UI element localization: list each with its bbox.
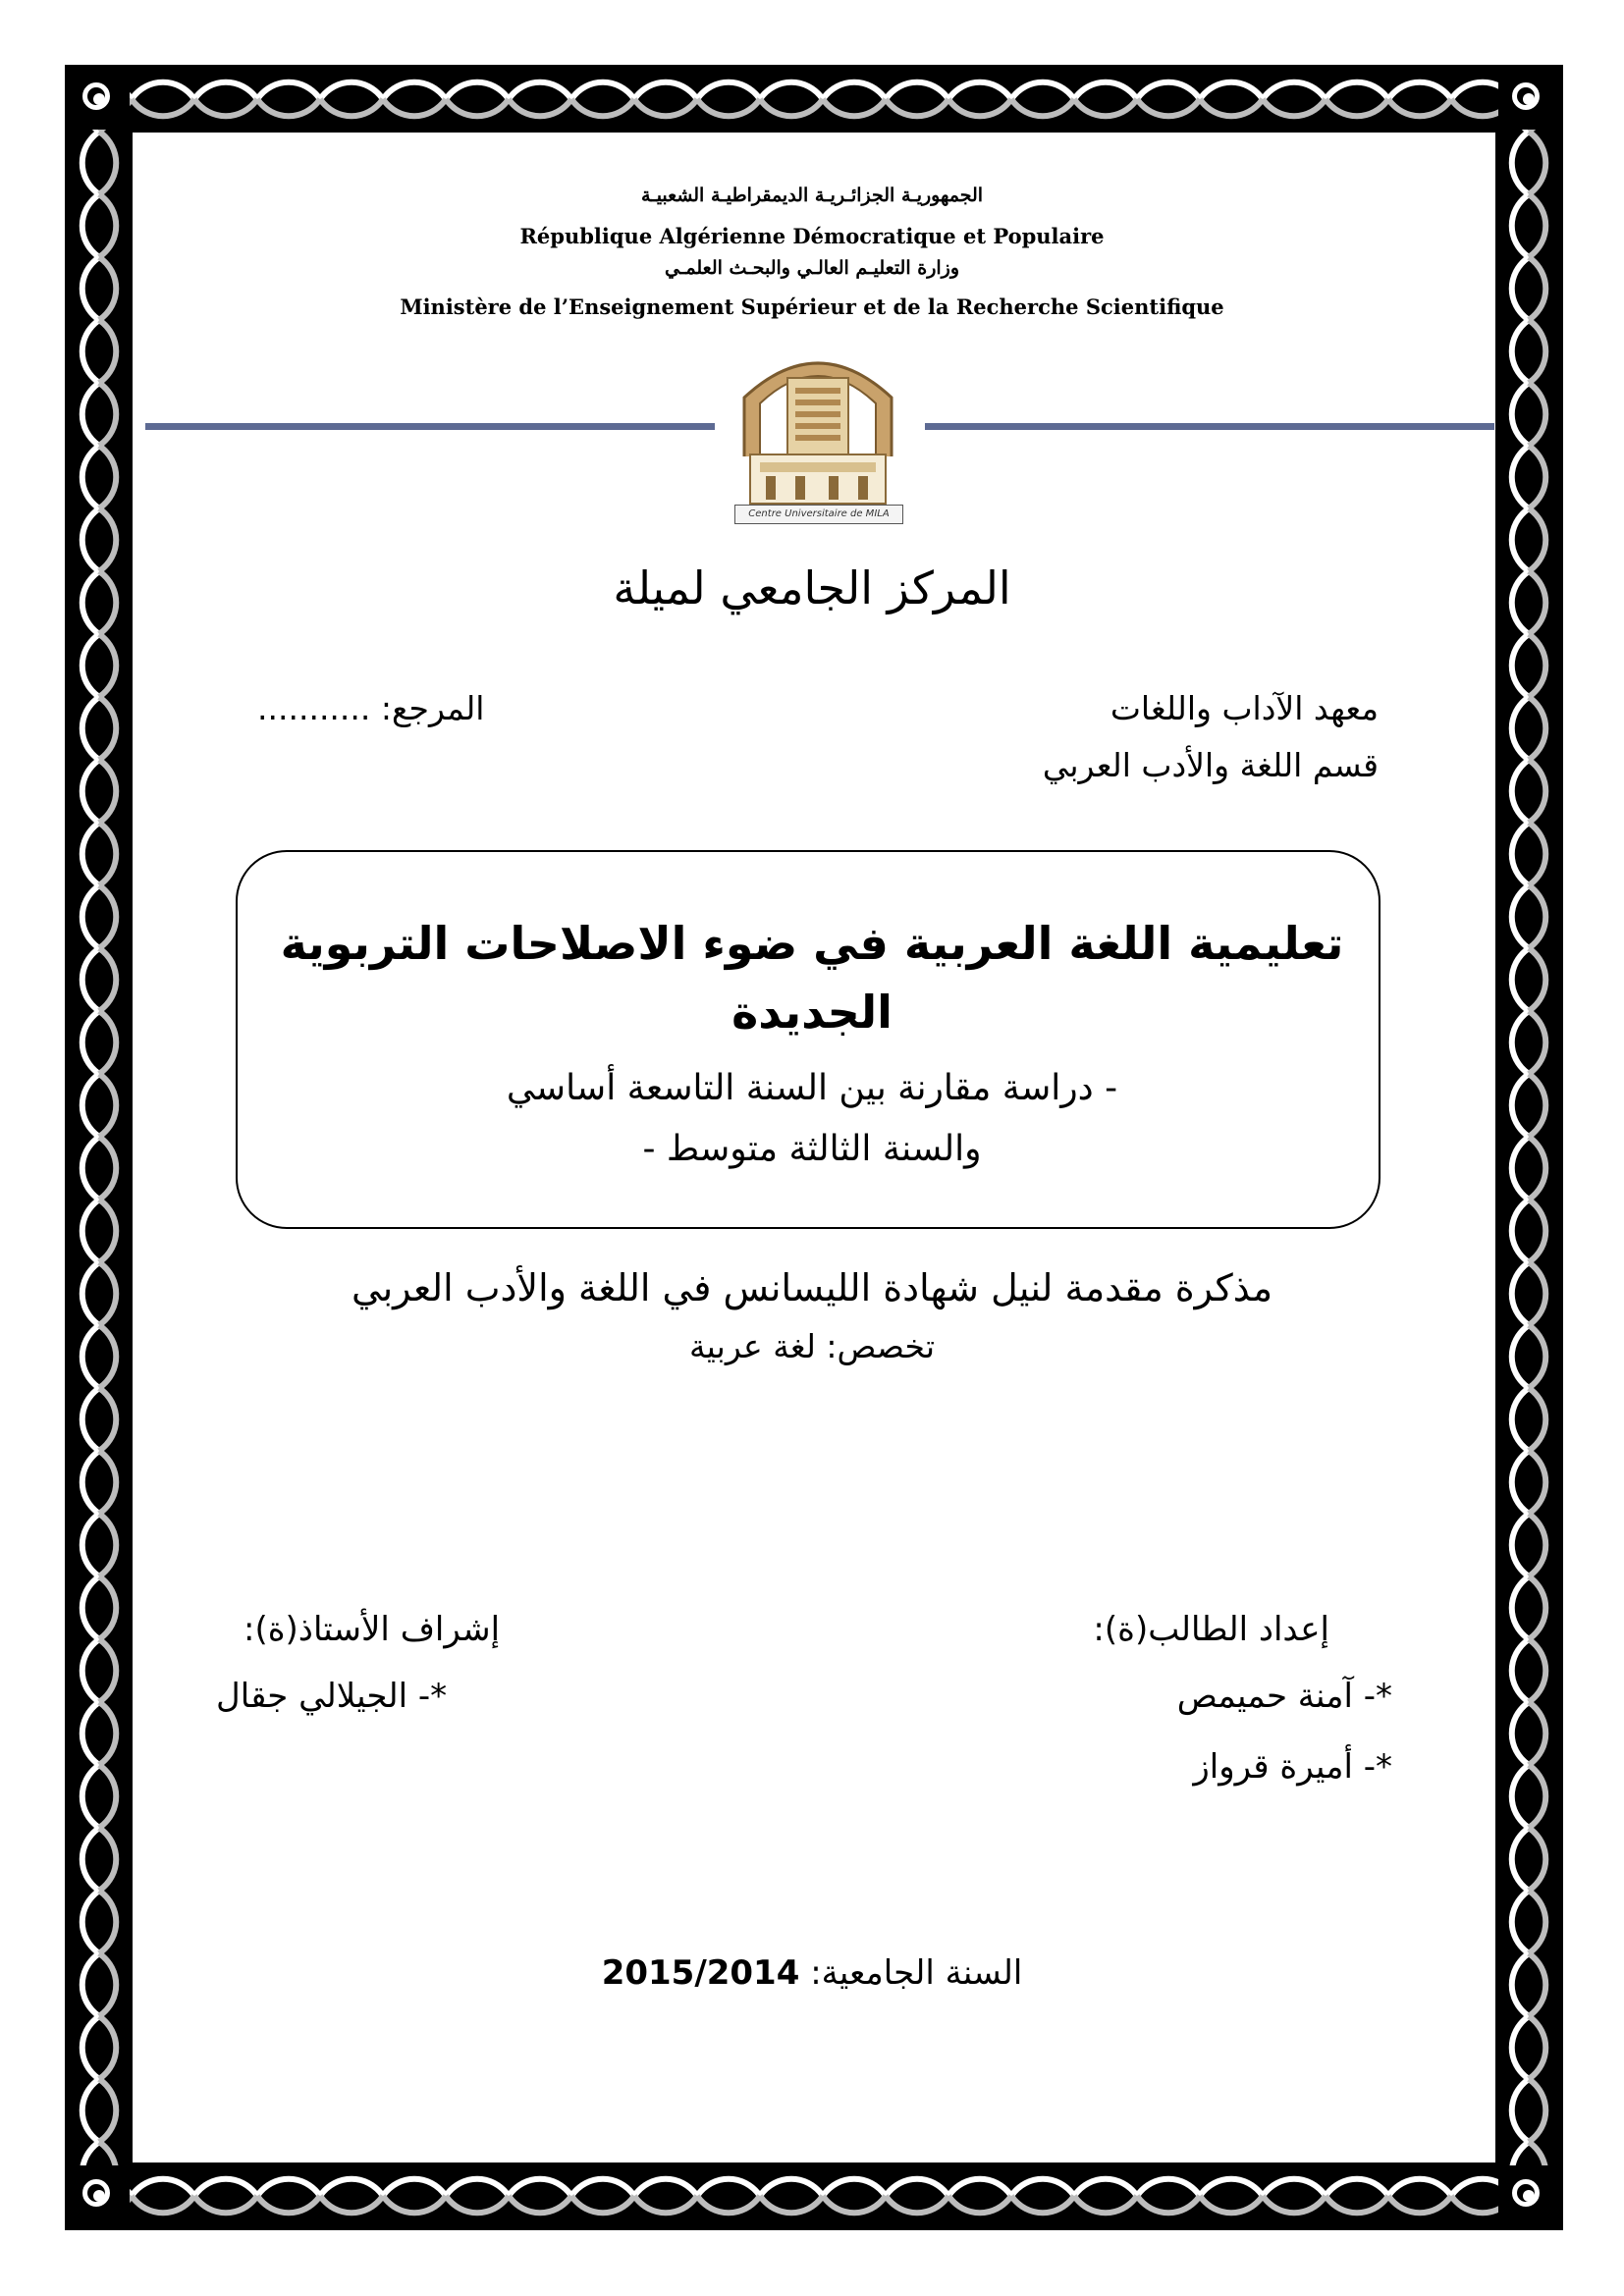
- braid-pattern-bottom: [69, 2165, 1559, 2226]
- reference-field: المرجع: ...........: [257, 689, 485, 727]
- students-label: إعداد الطالب(ة):: [1093, 1610, 1329, 1649]
- academic-year-value: 2015/2014: [601, 1953, 800, 1993]
- student-name: *- أميرة قرواز: [1193, 1747, 1392, 1787]
- university-logo: [727, 339, 909, 525]
- supervisor-name: *- الجيلالي جقال: [216, 1677, 448, 1716]
- department-name: قسم اللغة والأدب العربي: [1042, 746, 1379, 784]
- frame-band-top: [69, 69, 1559, 130]
- thesis-subtitle-line-1: - دراسة مقارنة بين السنة التاسعة أساسي: [506, 1068, 1118, 1108]
- corner-ornament-bottom-left: [69, 2165, 130, 2226]
- institute-name: معهد الآداب واللغات: [1110, 689, 1379, 727]
- header-rule-right: [925, 423, 1494, 430]
- specialty: تخصص: لغة عربية: [688, 1327, 936, 1365]
- memo-description: مذكرة مقدمة لنيل شهادة الليسانس في اللغة والأدب العربي: [351, 1266, 1273, 1309]
- corner-ornament-bottom-right: [1498, 2165, 1559, 2226]
- university-center-name: المركز الجامعي لميلة: [613, 561, 1011, 614]
- ministry-french: Ministère de l’Enseignement Supérieur et de la Recherche Scientifique: [400, 294, 1224, 319]
- ministry-arabic: وزارة التعليـم العالـي والبحـث العلمـي: [664, 257, 959, 279]
- academic-year: [0, 1953, 1624, 1993]
- republic-arabic: الجمهوريـة الجزائـريـة الديمقراطيـة الشعبيـة: [640, 185, 984, 206]
- header-rule-left: [145, 423, 715, 430]
- corner-ornament-top-right: [1498, 69, 1559, 130]
- student-name: *- آمنة حميمص: [1176, 1677, 1392, 1716]
- corner-ornament-top-left: [69, 69, 130, 130]
- republic-french: République Algérienne Démocratique et Populaire: [519, 224, 1105, 248]
- logo-caption: Centre Universitaire de MILA: [734, 505, 903, 524]
- academic-year-label: السنة الجامعية:: [810, 1953, 1023, 1993]
- frame-band-bottom: [69, 2165, 1559, 2226]
- thesis-title-line-1: تعليمية اللغة العربية في ضوء الاصلاحات التربوية: [280, 917, 1344, 970]
- braid-pattern-top: [69, 69, 1559, 130]
- supervisor-label: إشراف الأستاذ(ة):: [244, 1610, 501, 1649]
- title-box: [236, 850, 1380, 1229]
- thesis-title-line-2: الجديدة: [731, 986, 893, 1039]
- thesis-subtitle-line-2: والسنة الثالثة متوسط -: [642, 1129, 982, 1169]
